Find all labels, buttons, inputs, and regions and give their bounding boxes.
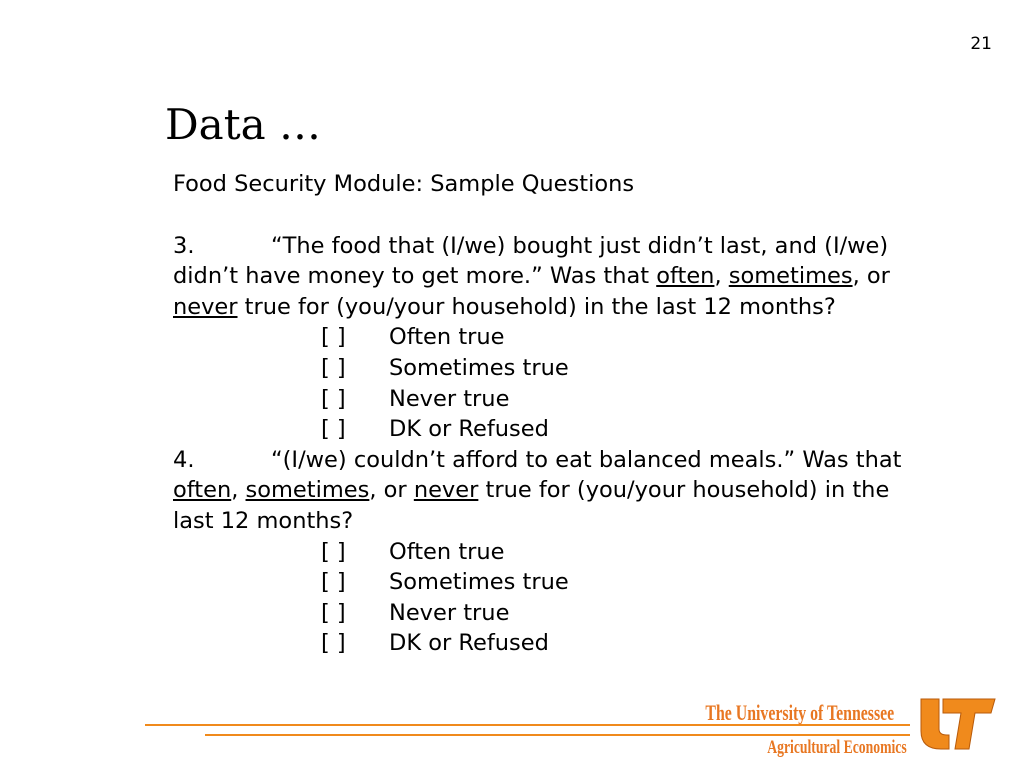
page-number: 21 — [970, 34, 992, 54]
option-label: DK or Refused — [389, 630, 549, 657]
checkbox-placeholder: [ ] — [321, 630, 346, 657]
university-name: The University of Tennessee — [705, 700, 894, 725]
answer-term-often: often — [173, 477, 232, 504]
checkbox-placeholder: [ ] — [321, 416, 346, 443]
answer-option-often-true — [173, 537, 933, 568]
answer-option-never-true — [173, 384, 933, 415]
answer-term-sometimes: sometimes — [245, 477, 370, 504]
question-text-start: “The food that (I/we) bought just didn’t last, and (I/we) didn’t have money to get more.” Was that — [173, 232, 889, 290]
question-text — [173, 231, 933, 323]
option-label: Sometimes true — [389, 354, 569, 381]
question-number: 3. — [173, 232, 195, 259]
answer-term-never: never — [173, 293, 238, 320]
answer-term-often: often — [656, 263, 715, 290]
question-text — [173, 445, 933, 537]
answer-term-sometimes: sometimes — [728, 263, 853, 290]
checkbox-placeholder: [ ] — [321, 385, 346, 412]
ut-logo-icon — [917, 693, 997, 751]
question-text-start: “(I/we) couldn’t afford to eat balanced meals.” Was that — [271, 446, 902, 473]
section-subtitle: Food Security Module: Sample Questions — [173, 171, 635, 197]
separator: , — [231, 477, 246, 504]
option-label: DK or Refused — [389, 416, 549, 443]
answer-option-never-true — [173, 598, 933, 629]
checkbox-placeholder: [ ] — [321, 324, 346, 351]
option-label: Never true — [389, 599, 510, 626]
answer-option-dk-refused — [173, 414, 933, 445]
option-label: Never true — [389, 385, 510, 412]
separator: , or — [369, 477, 414, 504]
question-3 — [173, 231, 933, 445]
answer-option-often-true — [173, 322, 933, 353]
answer-option-sometimes-true — [173, 567, 933, 598]
department-name: Agricultural Economics — [767, 737, 907, 758]
answer-option-sometimes-true — [173, 353, 933, 384]
question-text-end: true for (you/your household) in the last 12 months? — [173, 477, 890, 534]
checkbox-placeholder: [ ] — [321, 538, 346, 565]
slide-title: Data … — [165, 100, 321, 149]
question-4 — [173, 445, 933, 659]
answer-option-dk-refused — [173, 628, 933, 659]
option-label: Often true — [389, 538, 505, 565]
separator: , or — [852, 263, 890, 290]
option-label: Often true — [389, 324, 505, 351]
question-text-end: true for (you/your household) in the last 12 months? — [237, 293, 836, 320]
checkbox-placeholder: [ ] — [321, 569, 346, 596]
answer-term-never: never — [413, 477, 479, 504]
slide-body — [173, 169, 933, 659]
checkbox-placeholder: [ ] — [321, 599, 346, 626]
option-label: Sometimes true — [389, 569, 569, 596]
checkbox-placeholder: [ ] — [321, 354, 346, 381]
question-number: 4. — [173, 446, 195, 473]
separator: , — [714, 263, 729, 290]
footer-divider-bottom — [205, 734, 910, 736]
